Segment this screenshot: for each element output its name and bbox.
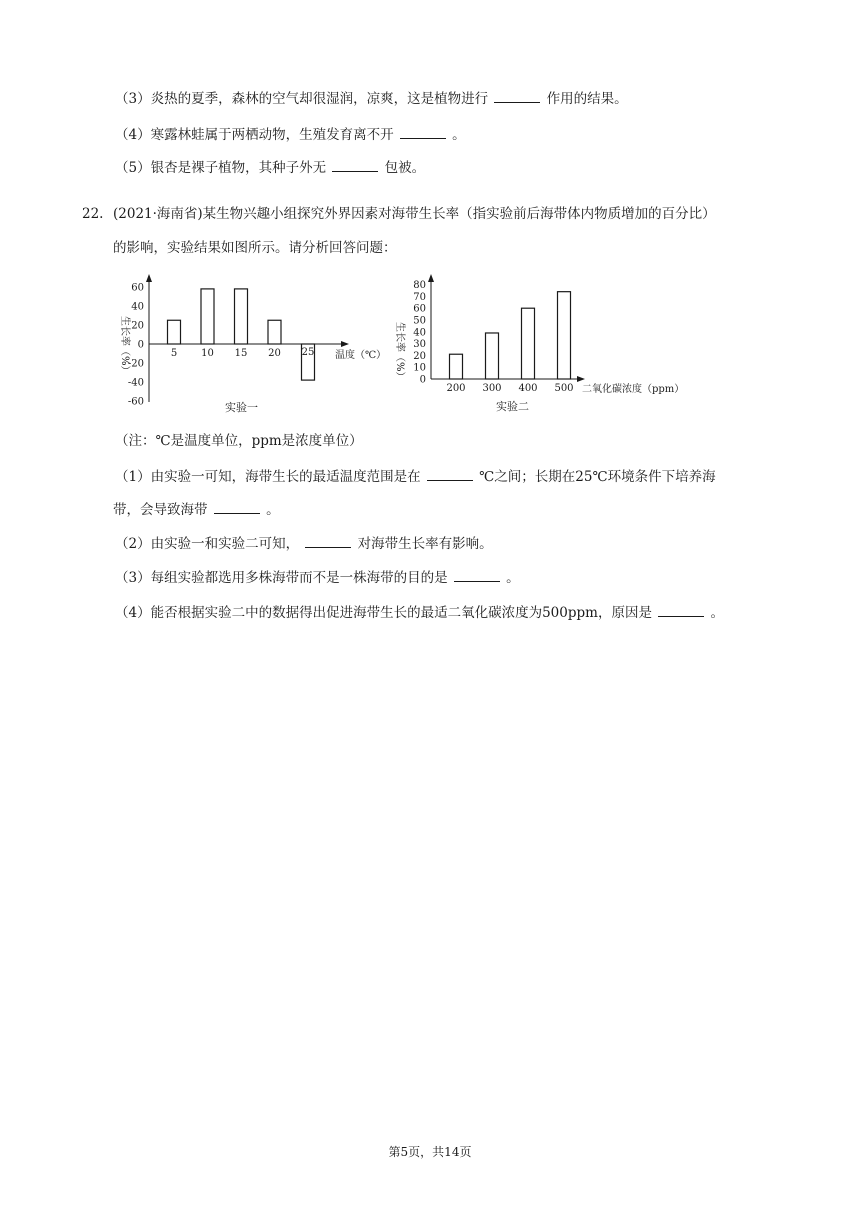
y-tick-label: 60 [413,303,426,315]
x-tick-label: 400 [518,383,538,394]
y-tick-label: 40 [131,301,144,313]
y-tick-label: 0 [137,339,144,351]
y-tick-label: 60 [131,282,144,294]
question-stem-line2: 的影响，实验结果如图所示。请分析回答问题： [113,240,397,256]
question-number: 22. [82,206,104,222]
answer-blank[interactable] [305,533,351,548]
answer-blank[interactable] [332,157,378,172]
q22-sub4-text-b: 。 [706,605,725,621]
answer-blank[interactable] [400,124,446,139]
sub-question-4 [115,124,466,145]
q22-sub1-text-d: 。 [261,502,280,518]
y-tick-label: -60 [127,396,144,408]
x-tick-label: 300 [482,383,502,394]
y-tick-label: 50 [413,315,426,327]
unit-note: （注：℃是温度单位，ppm是浓度单位） [115,433,363,449]
sub-question-3-text-b: 作用的结果。 [542,91,628,107]
sub-question-4-text-b: 。 [447,127,466,143]
bar [486,333,499,379]
bar [558,292,571,379]
bar [522,308,535,379]
page-footer: 第5页，共14页 [388,1145,472,1159]
sub-question-3-text-a: （3）炎热的夏季，森林的空气却很湿润，凉爽，这是植物进行 [115,91,493,107]
y-tick-label: 20 [413,350,426,362]
q22-sub4 [115,602,724,623]
x-axis-label: 温度（℃） [335,350,387,361]
bar [235,289,248,344]
q22-sub3-text-a: （3）每组实验都选用多株海带而不是一株海带的目的是 [115,570,452,586]
x-tick-label: 10 [201,348,214,359]
x-tick-label: 25 [301,347,315,358]
question-stem-line1: (2021·海南省)某生物兴趣小组探究外界因素对海带生长率（指实验前后海带体内物质增加的百分比） [113,206,716,222]
sub-question-5-text-a: （5）银杏是裸子植物，其种子外无 [115,160,331,176]
sub-question-4-text-a: （4）寒露林蛙属于两栖动物，生殖发育离不开 [115,127,398,143]
q22-sub3-text-b: 。 [501,570,520,586]
q22-sub2 [115,533,493,554]
bar [168,320,181,344]
answer-blank[interactable] [658,602,704,617]
q22-sub1-text-b: ℃之间；长期在25℃环境条件下培养海 [474,469,716,485]
q22-sub4-text-a: （4）能否根据实验二中的数据得出促进海带生长的最适二氧化碳浓度为500ppm，原因是 [115,605,657,621]
y-axis-arrow [146,274,152,282]
y-tick-label: 40 [413,327,426,339]
y-tick-label: 80 [413,280,426,292]
q22-sub1-text-a: （1）由实验一可知，海带生长的最适温度范围是在 [115,469,425,485]
x-tick-label: 200 [446,383,466,394]
y-tick-label: 0 [419,374,426,386]
y-tick-label: 10 [413,362,426,374]
y-tick-label: -20 [127,358,144,370]
y-tick-label: 70 [413,291,426,303]
x-tick-label: 5 [170,348,178,359]
bar [201,289,214,344]
bar [268,320,281,344]
x-tick-label: 500 [554,383,574,394]
y-tick-label: 20 [131,320,144,332]
q22-sub3 [115,567,520,588]
y-tick-label: 30 [413,339,426,351]
chart-title: 实验二 [496,400,529,413]
y-axis-label: 生长率（%） [119,316,130,376]
sub-question-5 [115,157,425,178]
y-tick-label: -40 [127,377,144,389]
y-axis-label: 生长率（%） [394,322,405,382]
answer-blank[interactable] [494,88,540,103]
x-axis-label: 二氧化碳浓度（ppm） [582,384,685,395]
q22-sub2-text-a: （2）由实验一和实验二可知， [115,536,304,552]
bar [450,354,463,379]
answer-blank[interactable] [214,499,260,514]
q22-sub2-text-b: 对海带生长率有影响。 [353,536,493,552]
chart-title: 实验一 [225,401,258,414]
x-tick-label: 15 [234,348,248,359]
chart-experiment-two [394,274,684,413]
answer-blank[interactable] [454,567,500,582]
sub-question-5-text-b: 包被。 [380,160,426,176]
q22-sub1-line1 [115,466,716,487]
sub-question-3 [115,88,628,109]
answer-blank[interactable] [427,466,473,481]
q22-sub1-line2 [113,499,280,520]
q22-sub1-text-c: 带，会导致海带 [113,502,212,518]
x-axis-arrow [341,341,349,347]
x-tick-label: 20 [268,348,281,359]
y-axis-arrow [428,274,434,282]
charts-figure [0,272,860,422]
chart-experiment-one [119,274,386,414]
x-axis-arrow [577,376,585,382]
